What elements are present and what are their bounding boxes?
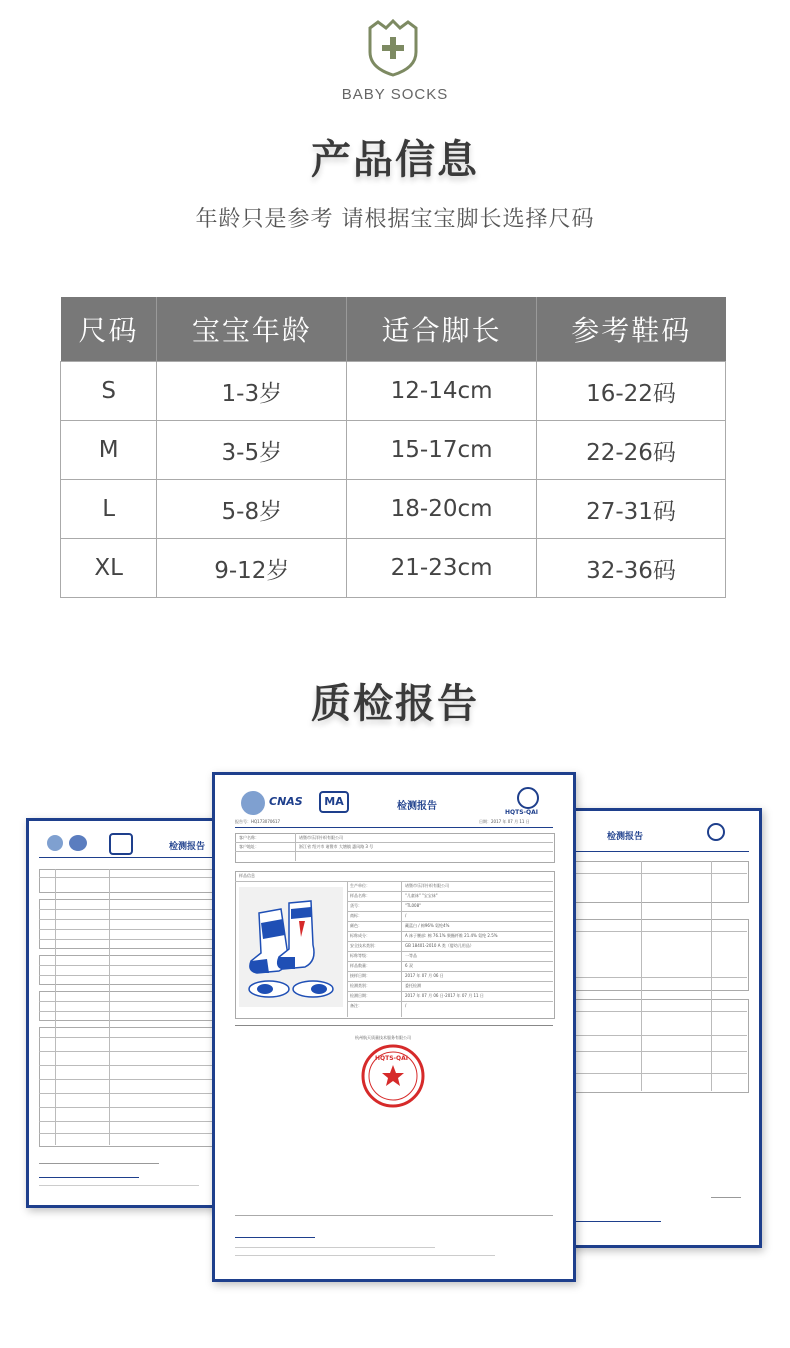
header-shoe-size: 参考鞋码: [536, 297, 725, 362]
size-table: [60, 297, 726, 598]
ilac-logo-icon: [47, 835, 63, 851]
field-value: "儿童袜" "宝宝袜": [405, 893, 438, 898]
field-value: 6 双: [405, 963, 413, 968]
brand-name: BABY SOCKS: [341, 86, 449, 103]
ilac-logo-icon: [241, 791, 265, 815]
cell-foot-length: 12-14cm: [347, 362, 537, 421]
field-value: "TL008": [405, 903, 421, 908]
issuer-name: 杭州航天质量技术服务有限公司: [355, 1035, 411, 1040]
table-row: [61, 421, 726, 480]
field-label: 备注：: [350, 1003, 362, 1008]
table-row: [61, 480, 726, 539]
size-hint-subtitle: 年龄只是参考 请根据宝宝脚长选择尺码: [195, 207, 595, 232]
cell-age: 9-12岁: [157, 539, 347, 598]
cell-shoe-size: 27-31码: [536, 480, 725, 539]
cnas-logo-icon: [69, 835, 87, 851]
field-value: A 袜子腰部: 棉 76.1% 聚酯纤维 21.4% 氨纶 2.5%: [405, 933, 498, 938]
cell-foot-length: 15-17cm: [347, 421, 537, 480]
field-label: 生产单位：: [350, 883, 370, 888]
field-value: 诸暨市乐洋针织有限公司: [405, 883, 449, 888]
field-label: 检测类别：: [350, 983, 370, 988]
cell-age: 5-8岁: [157, 480, 347, 539]
hqts-logo-icon: [517, 787, 539, 809]
field-label: 标称成分：: [350, 933, 370, 938]
cell-foot-length: 21-23cm: [347, 539, 537, 598]
table-row: [61, 362, 726, 421]
report-page-left: [26, 818, 242, 1208]
header-size: 尺码: [61, 297, 157, 362]
header-foot-length: 适合脚长: [347, 297, 537, 362]
field-label: 标称等级：: [350, 953, 370, 958]
field-label: 颜色：: [350, 923, 362, 928]
cell-foot-length: 18-20cm: [347, 480, 537, 539]
seal-text: HQTS-QAI: [375, 1055, 409, 1062]
field-value: 藏蓝白 / 棉96% 氨纶4%: [405, 923, 450, 928]
size-table-header: [61, 297, 726, 362]
report-number: 报告号：HQ173070617: [235, 819, 281, 824]
cell-age: 1-3岁: [157, 362, 347, 421]
field-value: 委托检测: [405, 983, 421, 988]
cnas-logo: CNAS: [269, 795, 303, 808]
cell-age: 3-5岁: [157, 421, 347, 480]
sock-sample-photo: [239, 887, 343, 1007]
report-title: 检测报告: [397, 801, 437, 812]
field-label: 接样日期：: [350, 973, 370, 978]
sample-info-label: 样品信息: [239, 873, 255, 878]
cell-shoe-size: 32-36码: [536, 539, 725, 598]
cell-shoe-size: 22-26码: [536, 421, 725, 480]
client-label: 客户名称：: [239, 835, 259, 840]
field-value: /: [405, 1003, 407, 1008]
field-label: 检测日期：: [350, 993, 370, 998]
cell-size: L: [61, 480, 157, 539]
report-title-right: 检测报告: [607, 832, 644, 842]
header-age: 宝宝年龄: [157, 297, 347, 362]
field-label: 样品数量：: [350, 963, 370, 968]
field-value: /: [405, 913, 407, 918]
field-value: GB 18401-2010 A 类（婴幼儿用品）: [405, 943, 474, 948]
report-page-right: [568, 808, 762, 1248]
table-row: [61, 539, 726, 598]
field-label: 样品名称：: [350, 893, 370, 898]
cell-size: M: [61, 421, 157, 480]
cell-size: S: [61, 362, 157, 421]
hqts-logo-text: HQTS-QAI: [505, 809, 539, 816]
address-label: 客户地址：: [239, 844, 259, 849]
inspection-seal-icon: [360, 1043, 426, 1109]
cell-shoe-size: 16-22码: [536, 362, 725, 421]
cell-size: XL: [61, 539, 157, 598]
field-label: 货号：: [350, 903, 362, 908]
client-value: 诸暨市乐洋针织有限公司: [299, 835, 343, 840]
field-value: 2017 年 07 月 06 日-2017 年 07 月 11 日: [405, 993, 484, 998]
field-value: 2017 年 07 月 06 日: [405, 973, 444, 978]
report-title-left: 检测报告: [169, 842, 206, 852]
field-label: 安全技术类别：: [350, 943, 378, 948]
address-value: 浙江省 绍兴市 诸暨市 大塘镇 惠风路 3 号: [299, 844, 374, 849]
report-page-center: [212, 772, 576, 1282]
product-info-title: 产品信息: [311, 137, 479, 183]
shield-plus-icon: [366, 18, 420, 78]
field-value: 一等品: [405, 953, 417, 958]
quality-report-title: 质检报告: [311, 681, 479, 727]
ma-logo-icon: [109, 833, 133, 855]
ma-logo: MA: [319, 791, 349, 813]
field-label: 商标：: [350, 913, 362, 918]
report-date: 日期：2017 年 07 月 11 日: [479, 819, 530, 824]
hqts-logo-icon: [707, 823, 725, 841]
